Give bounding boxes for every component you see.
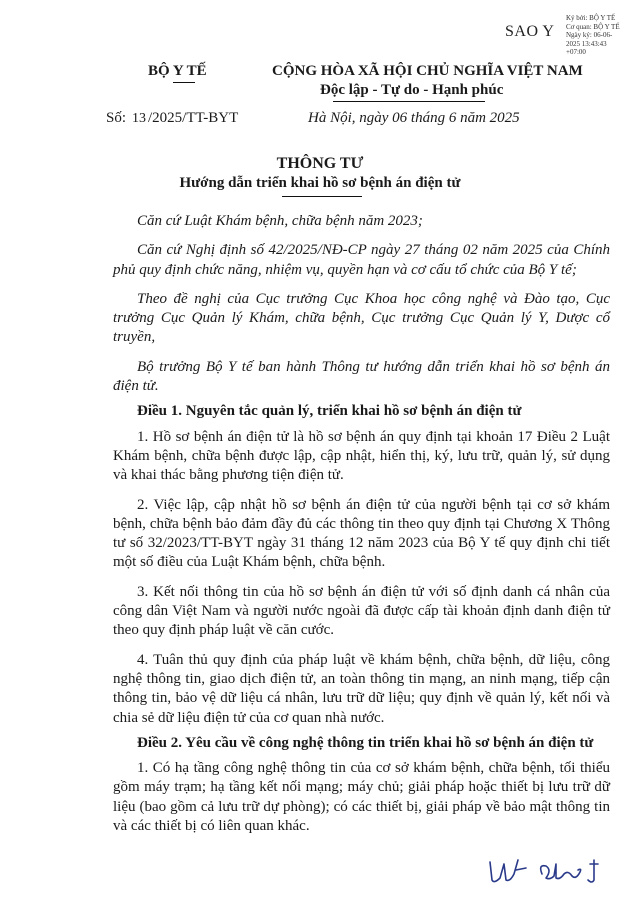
article-clause: 2. Việc lập, cập nhật hồ sơ bệnh án điện tử của người bệnh tại cơ sở khám bệnh, chữa bệnh bảo đảm đầy đủ các thông tin theo quy định tại Chương X Thông tư số 32/2023/TT-BYT ngày 31 tháng 12 năm 2023 của Bộ Y tế quy định chi tiết một số điều của Luật Khám bệnh, chữa bệnh. <box>113 496 610 571</box>
digital-signature-info <box>566 14 636 57</box>
signature-line: 2025 13:43:43 <box>566 39 607 48</box>
signature-line: Cơ quan: BỘ Y TẾ <box>566 22 620 31</box>
article-clause: 3. Kết nối thông tin của hồ sơ bệnh án điện tử với số định danh cá nhân của công dân Việt Nam và người nước ngoài đã được cấp tài khoản định danh điện tử theo quy định pháp luật về căn cước. <box>113 583 610 639</box>
national-motto: Độc lập - Tự do - Hạnh phúc <box>320 82 504 98</box>
document-type: THÔNG TƯ <box>276 155 364 172</box>
number-suffix: /2025/TT-BYT <box>148 110 239 126</box>
document-subject: Hướng dẫn triển khai hồ sơ bệnh án điện tử <box>179 175 461 191</box>
issuing-agency: BỘ Y TẾ <box>148 63 207 79</box>
copy-mark: SAO Y <box>505 23 555 40</box>
article-clause: 1. Hồ sơ bệnh án điện tử là hồ sơ bệnh án quy định tại khoản 17 Điều 2 Luật Khám bệnh, chữa bệnh được lập, cập nhật, hiển thị, ký, lưu trữ, quản lý, sử dụng và khai thác bằng phương tiện điện tử. <box>113 428 610 484</box>
document-number <box>106 110 238 127</box>
agency-underline <box>173 82 195 83</box>
article-heading: Điều 2. Yêu cầu về công nghệ thông tin triển khai hồ sơ bệnh án điện tử <box>137 734 594 751</box>
signature-line: Ký bởi: BỘ Y TẾ <box>566 14 616 22</box>
number-label: Số: <box>106 110 127 126</box>
subject-underline <box>282 196 362 197</box>
article-clause: 1. Có hạ tầng công nghệ thông tin của cơ sở khám bệnh, chữa bệnh, tối thiểu gồm máy trạm; hạ tầng kết nối mạng; máy chủ; giải pháp hoặc thiết bị lưu trữ dữ liệu (bao gồm cả lưu trữ dự phòng); có các thiết bị, giải pháp về bảo mật thông tin và các thiết bị có liên quan khác. <box>113 760 610 835</box>
article-heading: Điều 1. Nguyên tắc quản lý, triển khai hồ sơ bệnh án điện tử <box>137 403 522 420</box>
preamble-basis: Bộ trưởng Bộ Y tế ban hành Thông tư hướng dẫn triển khai hồ sơ bệnh án điện tử. <box>113 358 610 395</box>
number-value: 13 <box>132 111 147 126</box>
preamble-basis: Căn cứ Luật Khám bệnh, chữa bệnh năm 2023; <box>137 213 423 229</box>
document-body <box>113 212 610 836</box>
preamble-basis: Theo đề nghị của Cục trưởng Cục Khoa học công nghệ và Đào tạo, Cục trưởng Cục Quản lý Khám, chữa bệnh, Cục trưởng Cục Quản lý Y, Dược cổ truyền, <box>113 290 610 346</box>
preamble-basis: Căn cứ Nghị định số 42/2025/NĐ-CP ngày 27 tháng 02 năm 2025 của Chính phủ quy định chức năng, nhiệm vụ, quyền hạn và cơ cấu tổ chức của Bộ Y tế; <box>113 242 610 278</box>
place-and-date: Hà Nội, ngày 06 tháng 6 năm 2025 <box>308 110 520 126</box>
article-clause: 4. Tuân thủ quy định của pháp luật về khám bệnh, chữa bệnh, dữ liệu, công nghệ thông tin, giao dịch điện tử, an toàn thông tin mạng, an ninh mạng, tiếp cận thông tin, bảo vệ dữ liệu cá nhân, lưu trữ dữ liệu; quy định về quản lý, kết nối và chia sẻ dữ liệu điện tử của cơ quan nhà nước. <box>113 651 610 726</box>
signature-line: Ngày ký: 06-06- <box>566 31 613 39</box>
signature-line: +07:00 <box>566 48 586 56</box>
motto-underline <box>333 101 485 102</box>
handwritten-initials <box>480 850 620 900</box>
national-title: CỘNG HÒA XÃ HỘI CHỦ NGHĨA VIỆT NAM <box>272 63 583 79</box>
